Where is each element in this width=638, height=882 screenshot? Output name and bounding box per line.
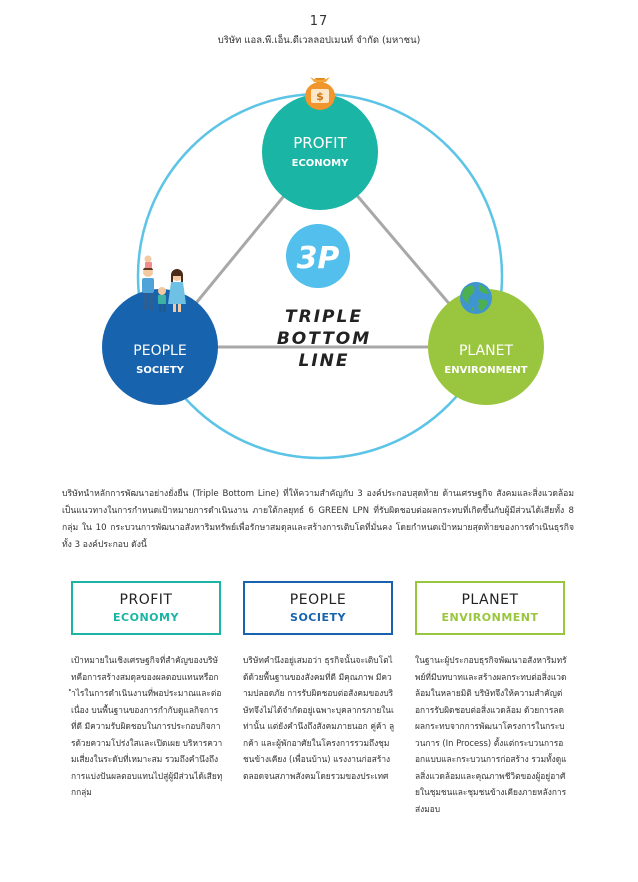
- badge-3p-text: 3P: [296, 241, 340, 276]
- people-circle-subtitle: SOCIETY: [136, 365, 184, 376]
- planet-circle-title: PLANET: [458, 343, 514, 359]
- globe-icon: [460, 282, 492, 314]
- planet-box-subtitle: ENVIRONMENT: [441, 611, 539, 624]
- intro-paragraph: บริษัทนำหลักการพัฒนาอย่างยั่งยืน (Triple Bottom Line) ที่ให้ความสำคัญกับ 3 องค์ประกอบสุดท้าย ด้านเศรษฐกิจ สังคมและสิ่งแวดล้อม เป็นแนวทางในการกำหนดเป้าหมายการดำเนินงาน ภายใต้กลยุทธ์ 6 GREEN LPN ที่รับผิดชอบต่อผลกระทบที่เกิดขึ้นกับผู้มีส่วนได้เสียทั้ง 8 กลุ่ม ใน 10 กระบวนการพัฒนาอสังหาริมทรัพย์เพื่อรักษาสมดุลและสร้างการเติบโตที่มั่นคง โดยกำหนดเป้าหมายสุดท้ายของการดำเนินธุรกิจทั้ง 3 องค์ประกอบ ดังนี้: [62, 489, 574, 550]
- profit-circle-title: PROFIT: [293, 134, 347, 152]
- planet-box-title: PLANET: [461, 592, 519, 608]
- page-number: 17: [309, 14, 329, 29]
- profit-circle: [262, 94, 378, 210]
- company-name: บริษัท แอล.พี.เอ็น.ดีเวลลอปเมนท์ จำกัด (มหาชน): [217, 35, 421, 46]
- planet-circle-subtitle: ENVIRONMENT: [444, 365, 528, 376]
- people-box-subtitle: SOCIETY: [290, 611, 346, 624]
- center-line-1: TRIPLE: [285, 307, 363, 327]
- profit-box-subtitle: ECONOMY: [113, 611, 179, 624]
- people-description: บริษัทคำนึงอยู่เสมอว่า ธุรกิจนั้นจะเติบโตได้ด้วยพื้นฐานของสังคมที่ดี มีคุณภาพ มีความปลอดภัย การรับผิดชอบต่อสังคมของบริษัทจึงไม่ได้จำกัดอยู่เฉพาะบุคลากรภายในเท่านั้น แต่ยังคำนึงถึงสังคมภายนอก คู่ค้า ลูกค้า และผู้พักอาศัยในโครงการรวมถึงชุมชนข้างเคียง (เพื่อนบ้าน) แรงงานก่อสร้าง ตลอดจนสภาพสังคมโดยรวมของประเทศ: [243, 655, 395, 781]
- people-circle-title: PEOPLE: [133, 343, 187, 359]
- planet-box: [415, 581, 565, 635]
- profit-box: [71, 581, 221, 635]
- profit-circle-subtitle: ECONOMY: [291, 158, 349, 169]
- triple-bottom-line-diagram: [0, 60, 638, 480]
- profit-box-title: PROFIT: [119, 592, 173, 608]
- center-line-2: BOTTOM: [276, 329, 372, 349]
- people-box-title: PEOPLE: [289, 592, 347, 608]
- svg-text:$: $: [316, 90, 324, 103]
- money-bag-icon: [305, 77, 335, 110]
- center-line-3: LINE: [298, 351, 350, 371]
- profit-description: เป้าหมายในเชิงเศรษฐกิจที่สำคัญของบริษัทคือการสร้างสมดุลของผลตอบแทนหรือกำไรในการดำเนินงานที่พอประมาณและต่อเนื่อง บนพื้นฐานของการกำกับดูแลกิจการที่ดี มีความรับผิดชอบในการประกอบกิจการด้วยความโปร่งใสและเปิดเผย บริหารความเสี่ยงในระดับที่เหมาะสม รวมถึงคำนึงถึงการแบ่งปันผลตอบแทนไปสู่ผู้มีส่วนได้เสียทุกกลุ่ม: [71, 655, 223, 797]
- people-box: [243, 581, 393, 635]
- planet-description: ในฐานะผู้ประกอบธุรกิจพัฒนาอสังหาริมทรัพย์ที่มีบทบาทและสร้างผลกระทบต่อสิ่งแวดล้อมในหลายมิติ บริษัทจึงให้ความสำคัญต่อการรับผิดชอบต่อสิ่งแวดล้อม ด้วยการลดผลกระทบจากการพัฒนาโครงการในกระบวนการ (In Process) ตั้งแต่กระบวนการออกแบบและกระบวนการก่อสร้าง รวมทั้งดูแลสิ่งแวดล้อมและคุณภาพชีวิตของผู้อยู่อาศัยในชุมชนและชุมชนข้างเคียงภายหลังการส่งมอบ: [415, 655, 567, 814]
